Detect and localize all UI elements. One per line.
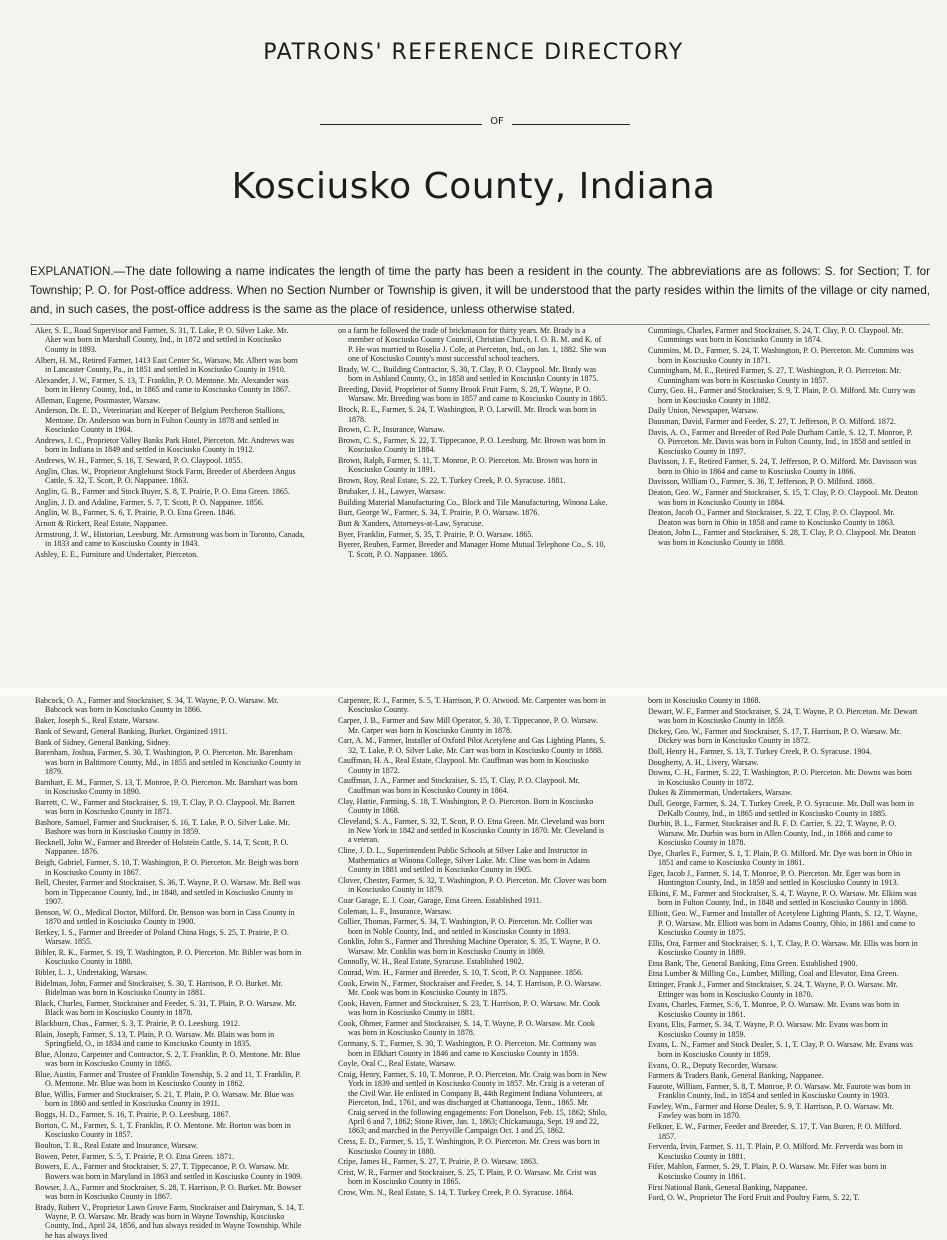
column-bottom-middle — [338, 696, 608, 1198]
directory-entry: Conrad, Wm. H., Farmer and Breeder, S. 10, T. Scott, P. O. Nappanee. 1856. — [338, 968, 583, 978]
column-bottom-right — [648, 696, 918, 1203]
directory-entry: Brock, R. E., Farmer, S. 24, T. Washington, P. O. Larwill. Mr. Brock was born in 1878. — [338, 405, 597, 424]
directory-entry: Dull, George, Farmer, S. 24, T. Turkey Creek, P. O. Syracuse. Mr. Dull was born in DeKalb County, Ind., in 1865 and settled in Kosciusko County in 1885. — [648, 799, 914, 818]
directory-entry: Blain, Joseph, Farmer, S. 13, T. Plain, P. O. Warsaw. Mr. Blain was born in Springfield, O., in 1834 and came to Kosciusko County in 1835. — [35, 1029, 275, 1049]
directory-entry: Cummins, M. D., Farmer, S. 24, T. Washington, P. O. Pierceton. Mr. Cummins was born in Kosciusko County in 1871. — [648, 346, 914, 365]
directory-entry: Byerer, Reuben, Farmer, Breeder and Manager Home Mutual Telephone Co., S. 10, T. Scott, P. O. Nappanee. 1865. — [338, 540, 606, 559]
directory-entry: Anglin, Chas. W., Proprietor Anglehurst Stock Farm, Breeder of Aberdeen Angus Cattle, S. 32, T. Scott, P. O. Nappanee. 1863. — [35, 466, 296, 486]
directory-entry: Beigh, Gabriel, Farmer, S. 10, T. Washington, P. O. Pierceton. Mr. Beigh was born in Kosciusko County in 1867. — [35, 858, 299, 877]
directory-entry: Durbin, B. L., Farmer, Stockraiser and R. F. D. Carrier, S. 22, T. Wayne, P. O. Warsaw. Mr. Durbin was born in Allen County, Ind., in 1866 and came to Kosciusko County in 1878. — [648, 819, 897, 848]
directory-entry: Brubaker, J. H., Lawyer, Warsaw. — [338, 486, 446, 496]
directory-entry: Byer, Franklin, Farmer, S. 35, T. Prairie, P. O. Warsaw. 1865. — [338, 529, 534, 539]
directory-entry: Bell, Chester, Farmer and Stockraiser, S. 36, T. Wayne, P. O. Warsaw. Mr. Bell was born in Tippecanoe County, Ind., in 1848, and settled in Kosciusko County in 1907. — [35, 878, 301, 907]
directory-entry: Crow, Wm. N., Real Estate, S. 14, T. Turkey Creek, P. O. Syracuse. 1864. — [338, 1188, 574, 1198]
page-title: PATRONS' REFERENCE DIRECTORY — [263, 40, 684, 65]
directory-entry: Cormany, S. T., Farmer, S. 30, T. Washington, P. O. Pierceton. Mr. Cormany was born in Elkhart County in 1846 and came to Kosciusko County in 1859. — [338, 1039, 597, 1058]
directory-entry: Conklin, John S., Farmer and Threshing Machine Operator, S. 35, T. Wayne, P. O. Warsaw. Mr. Conklin was born in Kosciusko County in 1869. — [338, 937, 601, 956]
directory-entry: Dausman, David, Farmer and Feeder, S. 27, T. Jefferson, P. O. Milford. 1872. — [648, 417, 896, 427]
directory-entry: Coleman, L. F., Insurance, Warsaw. — [338, 906, 452, 916]
directory-entry: Farmers & Traders Bank, General Banking, Nappanee. — [648, 1071, 824, 1081]
directory-entry: Ettinger, Frank J., Farmer and Stockraiser, S. 24, T. Wayne, P. O. Warsaw. Mr. Ettinger was born in Kosciusko County in 1870. — [648, 980, 898, 999]
directory-entry: Bank of Seward, General Banking, Burket. Organized 1911. — [35, 726, 228, 736]
directory-entry: Doll, Henry H., Farmer, S. 13, T. Turkey Creek, P. O. Syracuse. 1904. — [648, 746, 872, 756]
directory-entry: Bashore, Samuel, Farmer and Stockraiser, S. 16, T. Lake, P. O. Silver Lake. Mr. Bashore was born in Kosciusko County in 1859. — [35, 817, 290, 837]
divider-rule-left — [320, 124, 482, 125]
directory-entry: Ferverda, Irvin, Farmer, S. 11, T. Plain, P. O. Milford. Mr. Ferverda was born in Kosciusko County in 1881. — [648, 1142, 903, 1161]
directory-entry: Blackburn, Chas., Farmer, S. 3, T. Prairie, P. O. Leesburg. 1912. — [35, 1019, 240, 1029]
directory-entry: Etna Bank, The, General Banking, Etna Green. Established 1900. — [648, 958, 858, 968]
directory-entry: Daily Union, Newspaper, Warsaw. — [648, 406, 759, 416]
header-separator — [30, 324, 930, 325]
directory-entry: Breeding, David, Proprietor of Sunny Brook Fruit Farm, S. 28, T. Wayne, P. O. Warsaw. Mr. Breeding was born in 1857 and came to Kosciusko County in 1865. — [338, 385, 608, 404]
directory-entry: Berkey, I. S., Farmer and Breeder of Poland China Hogs, S. 25, T. Prairie, P. O. Warsaw. 1855. — [35, 927, 289, 947]
directory-entry: Benson, W. O., Medical Doctor, Milford. Dr. Benson was born in Cass County in 1870 and settled in Kosciusko County in 1900. — [35, 907, 295, 927]
directory-entry: Becknell, John W., Farmer and Breeder of Holstein Cattle, S. 14, T. Scott, P. O. Nappanee. 1876. — [35, 838, 289, 857]
directory-entry: Davis, A. O., Farmer and Breeder of Red Pole Durham Cattle, S. 12, T. Monroe, P. O. Pierceton. Mr. Davis was born in Fulton County, Ind., in 1858 and settled in Kosciusko County in 1897. — [648, 427, 913, 456]
directory-entry: Bowen, Peter, Farmer, S. 5, T. Prairie, P. O. Etna Green. 1871. — [35, 1151, 235, 1161]
directory-entry: Davisson, William O., Farmer, S. 36, T. Jefferson, P. O. Milford. 1868. — [648, 477, 875, 487]
directory-entry: Elliott, Geo. W., Farmer and Installer of Acetylene Lighting Plants, S. 12, T. Wayne, P. O. Warsaw. Mr. Elliott was born in Adams County, Ohio, in 1861 and came to Kosciusko County in 1875. — [648, 909, 918, 937]
directory-entry: Boulton, T. R., Real Estate and Insurance, Warsaw. — [35, 1141, 199, 1150]
directory-entry: Butt & Xanders, Attorneys-at-Law, Syracuse. — [338, 518, 484, 528]
directory-entry: Ashley, E. E., Furniture and Undertaker, Pierceton. — [35, 549, 199, 559]
column-top-left — [35, 326, 305, 688]
directory-entry: Brown, C. S., Farmer, S. 22, T. Tippecanoe, P. O. Leesburg. Mr. Brown was born in Kosciusko County in 1884. — [338, 435, 606, 455]
directory-entry: Brady, Robert V., Proprietor Lawn Grove Farm, Stockraiser and Dairyman, S. 14, T. Wayne, P. O. Warsaw. Mr. Brady was born in Wayne Township, Kosciusko County, Ind., April 24, 1856, and has always resided in Wayne Township. While he has always lived — [35, 1202, 305, 1240]
directory-entry: Bowser, J. A., Farmer and Stockraiser, S. 28, T. Harrison, P. O. Burket. Mr. Bowser was born in Kosciusko County in 1867. — [35, 1182, 302, 1201]
directory-entry: Bank of Sidney, General Banking, Sidney. — [35, 737, 171, 747]
directory-entry: Arnott & Rickert, Real Estate, Nappanee. — [35, 518, 168, 528]
directory-entry: Evans, L. N., Farmer and Stock Dealer, S. 1, T. Clay, P. O. Warsaw. Mr. Evans was born in Kosciusko County in 1859. — [648, 1040, 913, 1059]
directory-entry: Babcock, O. A., Farmer and Stockraiser, S. 34, T. Wayne, P. O. Warsaw. Mr. Babcock was born in Kosciusko County in 1866. — [35, 696, 279, 715]
directory-entry: Brown, Roy, Real Estate, S. 22, T. Turkey Creek, P. O. Syracuse. 1881. — [338, 476, 566, 486]
directory-entry: Black, Charles, Farmer, Stockraiser and Feeder, S. 31, T. Plain, P. O. Warsaw. Mr. Black was born in Kosciusko County in 1878. — [35, 998, 297, 1018]
directory-entry: Andrews, W. H., Farmer, S. 16, T. Seward, P. O. Claypool. 1855. — [35, 456, 243, 466]
directory-entry: Aker, S. E., Road Supervisor and Farmer, S. 31, T. Lake, P. O. Silver Lake. Mr. Aker was born in Marshall County, Ind., in 1872 and settled in Kosciusko County in 1893. — [35, 326, 289, 354]
directory-entry: Collier, Thomas, Farmer, S. 34, T. Washington, P. O. Pierceton. Mr. Collier was born in Noble County, Ind., and settled in Kosciusko County in 1893. — [338, 917, 593, 936]
directory-entry: Eger, Jacob J., Farmer, S. 14, T. Monroe, P. O. Pierceton. Mr. Eger was born in Huntington County, Ind., in 1859 and settled in Kosciusko County in 1913. — [648, 868, 901, 888]
directory-entry: Albert, H. M., Retired Farmer, 1413 East Center St., Warsaw. Mr. Albert was born in Lancaster County, Pa., in 1851 and settled in Kosciusko County in 1910. — [35, 355, 298, 374]
directory-entry: Brown, Ralph, Farmer, S. 11, T. Monroe, P. O. Pierceton. Mr. Brown was born in Kosciusko County in 1891. — [338, 456, 598, 475]
directory-entry: Evans, O. R., Deputy Recorder, Warsaw. — [648, 1060, 779, 1070]
directory-entry: Brady, W. C., Building Contractor, S. 30, T. Clay, P. O. Claypool. Mr. Brady was born in Ashland County, O., in 1858 and settled in Kosciusko County in 1875. — [338, 364, 599, 384]
directory-entry: Coar Garage, E. J. Coar, Garage, Etna Green. Established 1911. — [338, 895, 542, 905]
directory-entry: Baker, Joseph S., Real Estate, Warsaw. — [35, 716, 160, 726]
directory-entry: Carper, J. B., Farmer and Saw Mill Operator, S. 30, T. Tippecanoe, P. O. Warsaw. Mr. Carper was born in Kosciusko County in 1878. — [338, 716, 598, 735]
directory-entry: Cunningham, M. E., Retired Farmer, S. 27, T. Washington, P. O. Pierceton. Mr. Cunningham was born in Kosciusko County in 1857. — [648, 366, 902, 385]
of-label: OF — [490, 116, 504, 127]
directory-entry: First National Bank, General Banking, Nappanee. — [648, 1182, 808, 1192]
directory-entry: Davisson, J. F., Retired Farmer, S. 24, T. Jefferson, P. O. Milford. Mr. Davisson was born in Ohio in 1864 and came to Kosciusko County in 1866. — [648, 457, 917, 476]
directory-entry: Dye, Charles F., Farmer, S. 1, T. Plain, P. O. Milford. Mr. Dye was born in Ohio in 1851 and came to Kosciusko County in 1861. — [648, 848, 912, 868]
directory-entry: Evans, Charles, Farmer, S. 6, T. Monroe, P. O. Warsaw. Mr. Evans was born in Kosciusko County in 1861. — [648, 1000, 900, 1019]
directory-entry: Bowers, E. A., Farmer and Stockraiser, S. 27, T. Tippecanoe, P. O. Warsaw. Mr. Bowers was born in Maryland in 1863 and settled in Kosciusko County in 1909. — [35, 1162, 303, 1181]
directory-entry: Felkner, E. W., Farmer, Feeder and Breeder, S. 17, T. Van Buren, P. O. Milford. 1857. — [648, 1122, 902, 1141]
directory-entry: Bibler, L. J., Undertaking, Warsaw. — [35, 968, 148, 978]
directory-entry: Alexander, J. W., Farmer, S. 13, T. Franklin, P. O. Mentone. Mr. Alexander was born in Henry County, Ind., in 1865 and came to Kosciusko County in 1867. — [35, 375, 291, 395]
directory-entry: Armstrong, J. W., Historian, Leesburg. Mr. Armstrong was born in Toronto, Canada, in 1833 and came to Kosciusko County in 1843. — [35, 529, 305, 549]
directory-entry: Cline, J. D. L., Superintendent Public Schools at Silver Lake and Instructor in Mathematics at Winona College, Silver Lake. Mr. Cline was born in Adams County in 1881 and settled in Kosciusko County in 1905. — [338, 846, 591, 874]
directory-entry: Anderson, Dr. E. D., Veterinarian and Keeper of Belgium Percheron Stallions, Mentone. Dr. Anderson was born in Fulton County in 1878 and settled in Kosciusko County in 1904. — [35, 406, 286, 435]
directory-entry: Cripe, James H., Farmer, S. 27, T. Prairie, P. O. Warsaw. 1863. — [338, 1157, 539, 1167]
directory-entry: Anglin, W. B., Farmer, S. 6, T. Prairie, P. O. Etna Green. 1846. — [35, 508, 236, 518]
directory-entry: Etna Lumber & Milling Co., Lumber, Milling, Coal and Elevator, Etna Green. — [648, 969, 899, 979]
directory-entry: Cleveland, S. A., Farmer, S. 32, T. Scott, P. O. Etna Green. Mr. Cleveland was born in New York in 1842 and settled in Kosciusko County in 1870. Mr. Cleveland is a veteran. — [338, 816, 605, 845]
directory-entry: Craig, Henry, Farmer, S. 10, T. Monroe, P. O. Pierceton. Mr. Craig was born in New York in 1839 and settled in Kosciusko County in 1857. Mr. Craig is a veteran of the Civil War. He enlisted in Company B, 44th Regiment Indiana Volunteers, at Pierceton, Ind., 1761, and was discharged at Chattanooga, Tenn., 1865. Mr. Craig served in the following engagements: Fort Donelson, Feb. 15, 1862; Shilo, April 6 and 7, 1862; Stone River, Jan. 1, 1863; Chickamauga, Sept. 19 and 22, 1863; and marched in the Perryville Campaign Oct. 1 and 25, 1862. — [338, 1069, 608, 1136]
directory-entry: Cauffman, H. A., Real Estate, Claypool. Mr. Cauffman was born in Kosciusko County in 1872. — [338, 756, 589, 775]
divider-rule-right — [512, 124, 630, 125]
column-top-right — [648, 326, 918, 688]
directory-entry: Ellis, Ora, Farmer and Stockraiser, S. 1, T. Clay, P. O. Warsaw. Mr. Ellis was born in Kosciusko County in 1889. — [648, 938, 918, 958]
directory-entry: Carr, A. M., Farmer, Installer of Oxford Pilot Acetylene and Gas Lighting Plants, S. 32, T. Lake, P. O. Silver Lake. Mr. Carr was born in Kosciusko County in 1888. — [338, 736, 606, 755]
directory-entry: Barrett, C. W., Farmer and Stockraiser, S. 19, T. Clay, P. O. Claypool. Mr. Barrett was born in Kosciusko County in 1871. — [35, 797, 295, 817]
directory-entry: Dukes & Zimmerman, Undertakers, Warsaw. — [648, 788, 793, 798]
explanation-paragraph — [30, 262, 930, 319]
directory-entry: Fifer, Mahlon, Farmer, S. 29, T. Plain, P. O. Warsaw. Mr. Fifer was born in Kosciusko County in 1861. — [648, 1162, 887, 1181]
directory-entry: Dewart, W. F., Farmer and Stockraiser, S. 24, T. Wayne, P. O. Pierceton. Mr. Dewart was born in Kosciusko County in 1859. — [648, 706, 918, 726]
directory-entry: Andrews, J. C., Proprietor Valley Banks Park Hotel, Pierceton. Mr. Andrews was born in Indiana in 1849 and settled in Kosciusko County in 1912. — [35, 435, 294, 455]
directory-entry: Downs, C. H., Farmer, S. 22, T. Washington, P. O. Pierceton. Mr. Downs was born in Kosciusko County in 1872. — [648, 768, 912, 787]
directory-entry: born in Kosciusko County in 1868. — [648, 696, 761, 705]
directory-entry: Burt, George W., Farmer, S. 34, T. Prairie, P. O. Warsaw. 1876. — [338, 508, 540, 518]
explanation-lead: EXPLANATION. — [30, 265, 114, 278]
directory-entry: Dickey, Geo. W., Farmer and Stockraiser, S. 17, T. Harrison, P. O. Warsaw. Mr. Dickey was born in Kosciusko County in 1872. — [648, 726, 902, 746]
explanation-text: —The date following a name indicates the length of time the party has been a resident in the county. The abbreviations are as follows: S. for Section; T. for Township; P. O. for Post-office address. When no Section Number or Township is given, it will be understood that the party resides within the limits of the village or city named, and, in such cases, the post-office address is the same as the place of residence, unless otherwise stated. — [30, 265, 930, 316]
directory-entry: Crist, W. R., Farmer and Stockraiser, S. 25, T. Plain, P. O. Warsaw. Mr. Crist was born in Kosciusko County in 1865. — [338, 1167, 597, 1187]
directory-entry: Borton, C. M., Farmer, S. 1, T. Franklin, P. O. Mentone. Mr. Borton was born in Kosciusko County in 1857. — [35, 1120, 291, 1140]
directory-entry: Anglin, G. B., Farmer and Stock Buyer, S. 8, T. Prairie, P. O. Etna Green. 1865. — [35, 486, 290, 496]
directory-entry: Clay, Hattie, Farming, S. 18, T. Washington, P. O. Pierceton. Born in Kosciusko County in 1868. — [338, 796, 594, 815]
county-heading: Kosciusko County, Indiana — [231, 166, 716, 207]
directory-entry: Brown, C. P., Insurance, Warsaw. — [338, 425, 445, 435]
directory-entry: Deaton, Jacob O., Farmer and Stockraiser, S. 22, T. Clay, P. O. Claypool. Mr. Deaton was born in Ohio in 1858 and came to Kosciusko County in 1863. — [648, 508, 895, 527]
directory-entry: Cauffman, J. A., Farmer and Stockraiser, S. 15, T. Clay, P. O. Claypool. Mr. Cauffman was born in Kosciusko County in 1864. — [338, 776, 580, 795]
directory-entry: Bidelman, John, Farmer and Stockraiser, S. 30, T. Harrison, P. O. Burket. Mr. Bidelman was born in Kosciusko County in 1881. — [35, 978, 283, 998]
directory-entry: Boggs, H. D., Farmer, S. 16, T. Prairie, P. O. Leesburg. 1867. — [35, 1110, 231, 1120]
directory-entry: Elkins, F. M., Farmer and Stockraiser, S. 4, T. Wayne, P. O. Warsaw. Mr. Elkins was born in Fulton County, Ind., in 1848 and settled in Kosciusko County in 1868. — [648, 888, 917, 908]
directory-entry: Blue, Willis, Farmer and Stockraiser, S. 21, T. Plain, P. O. Warsaw. Mr. Blue was born in 1860 and settled in Kosciusko County in 1911. — [35, 1090, 294, 1109]
directory-entry: Alleman, Eugene, Postmaster, Warsaw. — [35, 395, 161, 405]
directory-entry: Dougherty, A. H., Livery, Warsaw. — [648, 757, 759, 767]
directory-entry: Connolly, W. H., Real Estate, Syracuse. Established 1902. — [338, 957, 524, 967]
directory-entry: Cook, Haven, Farmer and Stockraiser, S. 23, T. Harrison, P. O. Warsaw. Mr. Cook was born in Kosciusko County in 1881. — [338, 998, 601, 1018]
directory-entry: Deaton, Geo. W., Farmer and Stockraiser, S. 15, T. Clay, P. O. Claypool. Mr. Deaton was born in Kosciusko County in 1884. — [648, 488, 918, 507]
page-split — [0, 688, 947, 696]
column-bottom-left — [35, 696, 305, 1240]
directory-entry: Carpenter, R. J., Farmer, S. 5, T. Harrison, P. O. Atwood. Mr. Carpenter was born in Kosciusko County. — [338, 696, 606, 715]
directory-entry: on a farm he followed the trade of brickmason for thirty years. Mr. Brady is a member of Kosciusko County Council, Christian Church, I. O. R. M. and K. of P. He was married to Roselia J. Cole, at Pierceton, Ind., on Jan. 1, 1882. She was one of Kosciusko County's most successful school teachers. — [338, 326, 607, 364]
directory-entry: Barnhart, E. M., Farmer, S. 13, T. Monroe, P. O. Pierceton. Mr. Barnhart was born in Kosciusko County in 1890. — [35, 777, 298, 797]
directory-entry: Evans, Elis, Farmer, S. 34, T. Wayne, P. O. Warsaw. Mr. Evans was born in Kosciusko County in 1859. — [648, 1020, 888, 1039]
directory-entry: Cook, Ohmer, Farmer and Stockraiser, S. 14, T. Wayne, P. O. Warsaw. Mr. Cook was born in Kosciusko County in 1878. — [338, 1019, 595, 1038]
directory-entry: Deaton, John L., Farmer and Stockraiser, S. 28, T. Clay, P. O. Claypool. Mr. Deaton was born in Kosciusko County in 1888. — [648, 528, 916, 547]
directory-entry: Curry, Geo. H., Farmer and Stockraiser, S. 9, T. Plain, P. O. Milford. Mr. Curry was born in Kosciusko County in 1882. — [648, 386, 916, 405]
directory-entry: Cook, Erwin N., Farmer, Stockraiser and Feeder, S. 14, T. Harrison, P. O. Warsaw. Mr. Cook was born in Kosciusko County in 1875. — [338, 978, 602, 998]
directory-entry: Faurote, William, Farmer, S. 8, T. Monroe, P. O. Warsaw. Mr. Faurote was born in Franklin County, Ind., in 1854 and settled in Kosciusko County in 1903. — [648, 1081, 911, 1101]
directory-entry: Ford, O. W., Proprietor The Ford Fruit and Poultry Farm, S. 22, T. — [648, 1193, 860, 1203]
directory-entry: Anglin, J. D. and Adaline, Farmer, S. 7, T. Scott, P. O. Nappanee. 1856. — [35, 497, 264, 507]
directory-entry: Bibler, R. K., Farmer, S. 19, T. Washington, P. O. Pierceton. Mr. Bibler was born in Kosciusko County in 1880. — [35, 948, 302, 967]
of-divider — [0, 116, 947, 132]
directory-entry: Coyle, Oral C., Real Estate, Warsaw. — [338, 1059, 456, 1069]
directory-entry: Fawley, Wm., Farmer and Horse Dealer, S. 9, T. Harrison, P. O. Warsaw. Mr. Fawley was born in 1870. — [648, 1102, 894, 1121]
directory-entry: Barenham, Joshua, Farmer, S. 30, T. Washington, P. O. Pierceton. Mr. Barenham was born in Baltimore County, Md., in 1855 and settled in Kosciusko County in 1879. — [35, 748, 301, 777]
directory-entry: Cress, E. D., Farmer, S. 15, T. Washington, P. O. Pierceton. Mr. Cress was born in Kosciusko County in 1880. — [338, 1137, 600, 1156]
directory-entry: Blue, Austin, Farmer and Trustee of Franklin Township, S. 2 and 11, T. Franklin, P. O. Mentone. Mr. Blue was born in Kosciusko County in 1862. — [35, 1069, 301, 1089]
directory-entry: Blue, Alonzo, Carpenter and Contractor, S. 2, T. Franklin, P. O. Mentone. Mr. Blue was born in Kosciusko County in 1865. — [35, 1049, 301, 1069]
directory-entry: Clover, Chester, Farmer, S. 32, T. Washington, P. O. Pierceton. Mr. Clover was born in Kosciusko County in 1879. — [338, 875, 607, 895]
directory-entry: Cummings, Charles, Farmer and Stockraiser, S. 24, T. Clay, P. O. Claypool. Mr. Cummings was born in Kosciusko County in 1874. — [648, 326, 904, 345]
column-top-middle — [338, 326, 608, 688]
directory-entry: Building Material Manufacturing Co., Block and Tile Manufacturing, Winona Lake. — [338, 497, 608, 507]
